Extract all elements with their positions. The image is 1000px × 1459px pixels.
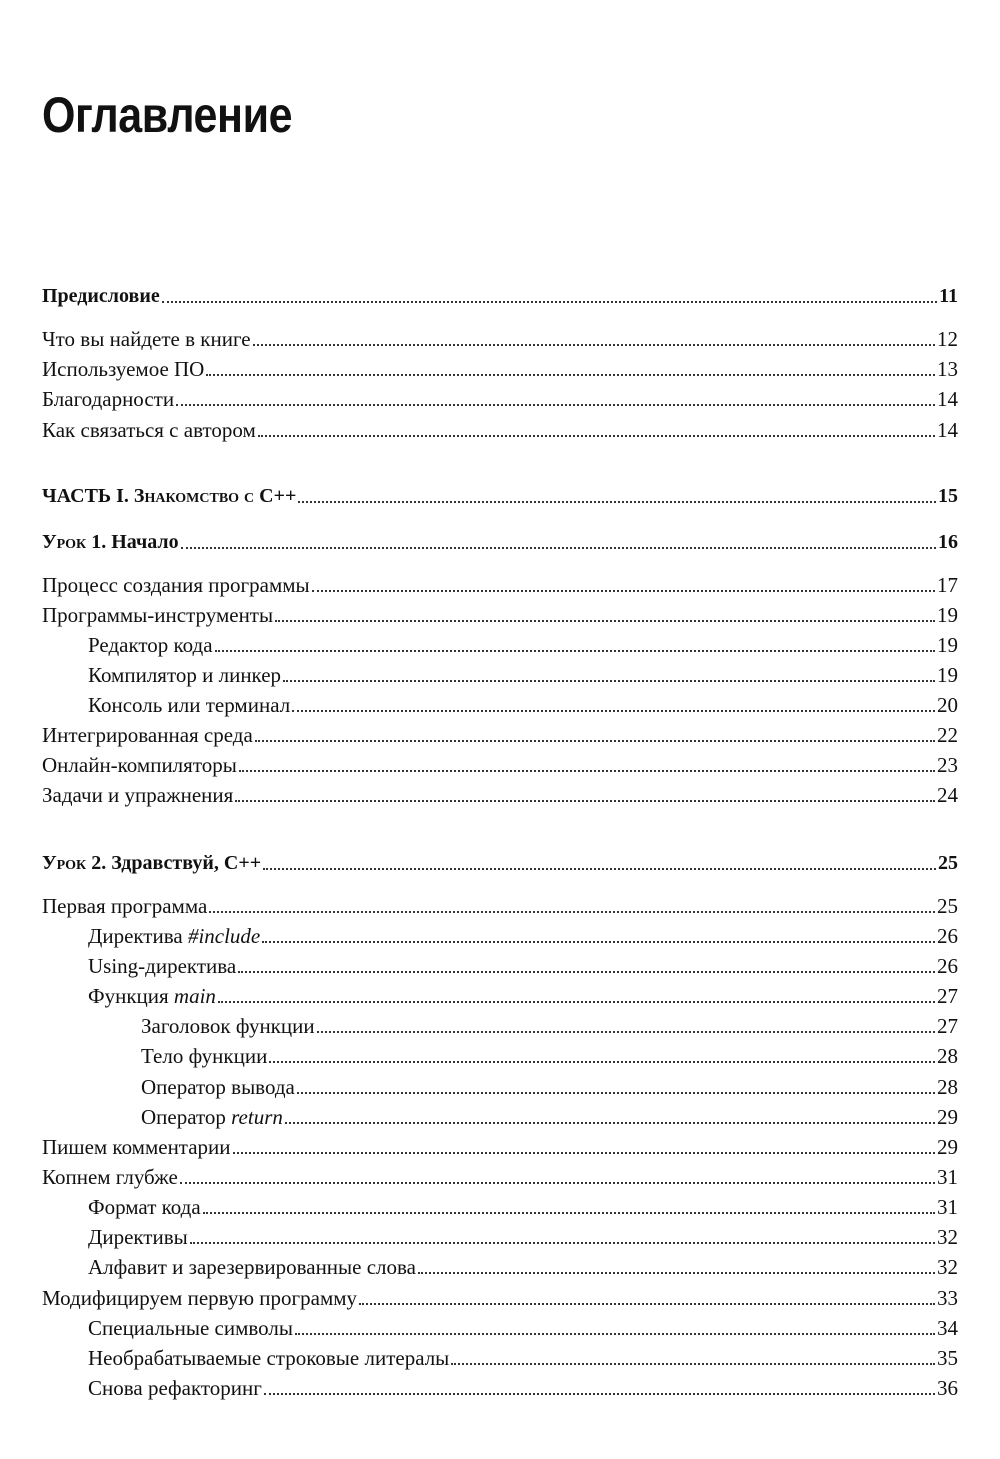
toc-entry-title: Задачи и упражнения (42, 783, 234, 807)
toc-entry-title: Формат кода (88, 1195, 201, 1219)
page-title: Оглавление (42, 87, 293, 143)
toc-page-number: 26 (937, 924, 958, 948)
toc-leader-dots (263, 868, 936, 870)
toc-leader-dots (292, 710, 935, 712)
toc-leader-dots (298, 501, 936, 503)
toc-subentry[interactable] (42, 632, 958, 658)
toc-page-number: 25 (938, 852, 958, 874)
toc-page-number: 19 (937, 603, 958, 627)
toc-leader-dots (297, 1092, 935, 1094)
toc-leader-dots (269, 1061, 935, 1063)
toc-entry-title (88, 923, 260, 949)
toc-entry-title: Предисловие (42, 285, 160, 307)
toc-leader-dots (235, 800, 935, 802)
lesson-label: Урок (42, 852, 87, 874)
toc-leader-dots (176, 404, 935, 406)
toc-entry-title (42, 850, 261, 876)
toc-leader-dots (264, 1393, 935, 1395)
toc-entry[interactable] (42, 326, 958, 352)
toc-page-number: 35 (937, 1346, 958, 1370)
toc-entry-prefix: Функция (88, 984, 174, 1008)
toc-page-number: 19 (937, 663, 958, 687)
part-name: Знакомство с C++ (133, 485, 297, 507)
toc-leader-dots (418, 1272, 935, 1274)
toc-entry-prefix: Директива (88, 924, 188, 948)
toc-page-number: 15 (938, 485, 958, 507)
toc-leader-dots (203, 1212, 935, 1214)
toc-leader-dots (451, 1363, 935, 1365)
toc-entry-title: Оператор вывода (141, 1075, 295, 1099)
toc-entry-prefix: Оператор (141, 1105, 232, 1129)
toc-subentry[interactable] (42, 1345, 958, 1371)
toc-entry-lesson-2[interactable] (42, 850, 958, 876)
toc-entry-title: Using-директива (88, 954, 237, 978)
toc-entry-title: Специальные символы (88, 1316, 293, 1340)
toc-leader-dots (258, 435, 935, 437)
toc-subentry[interactable] (42, 1254, 958, 1280)
toc-subentry[interactable] (42, 1194, 958, 1220)
toc-entry[interactable] (42, 722, 958, 748)
toc-subentry[interactable] (42, 983, 958, 1009)
toc-page-number: 29 (937, 1135, 958, 1159)
toc-leader-dots (255, 740, 935, 742)
toc-page-number: 14 (937, 387, 958, 411)
toc-leader-dots (233, 1152, 935, 1154)
toc-entry-title (42, 529, 179, 555)
toc-leader-dots (275, 620, 935, 622)
toc-entry-title (141, 1104, 283, 1130)
toc-entry-title: Копнем глубже (42, 1165, 178, 1189)
toc-page-number: 22 (937, 723, 958, 747)
toc-page-number: 31 (937, 1195, 958, 1219)
lesson-title: 1. Начало (91, 531, 179, 553)
toc-subentry[interactable] (42, 923, 958, 949)
toc-subentry[interactable] (42, 1315, 958, 1341)
toc-leader-dots (190, 1242, 935, 1244)
toc-entry-title: Программы-инструменты (42, 603, 274, 627)
toc-entry[interactable] (42, 1164, 958, 1190)
toc-subsubentry[interactable] (42, 1013, 958, 1039)
toc-page-number: 19 (937, 633, 958, 657)
toc-entry-title: Модифицируем первую программу (42, 1286, 358, 1310)
toc-leader-dots (253, 344, 935, 346)
toc-entry-title: Что вы найдете в книге (42, 327, 251, 351)
lesson-title: 2. Здравствуй, C++ (91, 852, 262, 874)
toc-leader-dots (283, 680, 935, 682)
toc-subsubentry[interactable] (42, 1074, 958, 1100)
lesson-label: Урок (42, 531, 87, 553)
toc-page-number: 24 (937, 783, 958, 807)
toc-entry-title: Пишем комментарии (42, 1135, 231, 1159)
toc-entry-title: Интегрированная среда (42, 723, 253, 747)
toc-page-number: 20 (937, 693, 958, 717)
toc-entry[interactable] (42, 602, 958, 628)
toc-entry-title: Благодарности (42, 387, 175, 411)
toc-entry[interactable] (42, 572, 958, 598)
toc-entry-title: Алфавит и зарезервированные слова (88, 1255, 416, 1279)
toc-page-number: 29 (937, 1105, 958, 1129)
code-term: main (173, 984, 216, 1008)
toc-page-number: 34 (937, 1316, 958, 1340)
toc-entry-preface[interactable] (42, 283, 958, 309)
toc-subsubentry[interactable] (42, 1043, 958, 1069)
toc-leader-dots (209, 911, 935, 913)
toc-leader-dots (206, 374, 935, 376)
toc-subsubentry[interactable] (42, 1104, 958, 1130)
toc-leader-dots (215, 650, 935, 652)
toc-page-number: 23 (937, 753, 958, 777)
toc-leader-dots (295, 1333, 935, 1335)
toc-entry-title (42, 483, 296, 509)
toc-entry[interactable] (42, 417, 958, 443)
toc-entry[interactable] (42, 386, 958, 412)
toc-entry[interactable] (42, 356, 958, 382)
toc-page-number: 32 (937, 1225, 958, 1249)
toc-page-number: 32 (937, 1255, 958, 1279)
toc-page-number: 28 (937, 1075, 958, 1099)
code-term: #include (187, 924, 261, 948)
toc-leader-dots (312, 590, 935, 592)
toc-page-number: 36 (937, 1376, 958, 1400)
toc-entry-title: Редактор кода (88, 633, 213, 657)
toc-leader-dots (317, 1031, 935, 1033)
toc-entry-title: Директивы (88, 1225, 188, 1249)
toc-entry-title: Заголовок функции (141, 1014, 315, 1038)
toc-entry-title (88, 983, 216, 1009)
toc-entry-title: Снова рефакторинг (88, 1376, 262, 1400)
toc-page-number: 27 (937, 1014, 958, 1038)
toc-entry[interactable] (42, 782, 958, 808)
toc-leader-dots (359, 1303, 935, 1305)
toc-entry-title: Тело функции (141, 1044, 268, 1068)
toc-entry-title: Онлайн-компиляторы (42, 753, 237, 777)
toc-entry-part-1[interactable] (42, 483, 958, 509)
toc-leader-dots (218, 1001, 935, 1003)
toc-entry-title: Консоль или терминал (88, 693, 291, 717)
toc-leader-dots (239, 770, 935, 772)
toc-entry-title: Как связаться с автором (42, 418, 256, 442)
toc-page-number: 13 (937, 357, 958, 381)
toc-page-number: 14 (937, 418, 958, 442)
toc-entry[interactable] (42, 893, 958, 919)
toc-entry[interactable] (42, 1134, 958, 1160)
toc-page-number: 27 (937, 984, 958, 1008)
toc-entry[interactable] (42, 1285, 958, 1311)
code-term: return (231, 1105, 283, 1129)
toc-page-number: 31 (937, 1165, 958, 1189)
toc-entry[interactable] (42, 752, 958, 778)
toc-leader-dots (238, 971, 935, 973)
toc-page-number: 16 (938, 531, 958, 553)
toc-page-number: 17 (937, 573, 958, 597)
toc-page-number: 26 (937, 954, 958, 978)
toc-page-number: 25 (937, 894, 958, 918)
toc-leader-dots (162, 301, 937, 303)
toc-subentry[interactable] (42, 953, 958, 979)
toc-entry-lesson-1[interactable] (42, 529, 958, 555)
toc-entry-title: Используемое ПО (42, 357, 205, 381)
toc-page-number: 28 (937, 1044, 958, 1068)
toc-subentry[interactable] (42, 1224, 958, 1250)
toc-entry-title: Процесс создания программы (42, 573, 310, 597)
toc-entry-title: Первая программа (42, 894, 208, 918)
toc-entry-title: Необрабатываемые строковые литералы (88, 1346, 450, 1370)
toc-subentry[interactable] (42, 692, 958, 718)
toc-leader-dots (262, 941, 935, 943)
toc-subentry[interactable] (42, 1375, 958, 1401)
toc-page-number: 11 (939, 285, 958, 307)
toc-subentry[interactable] (42, 662, 958, 688)
toc-leader-dots (285, 1122, 935, 1124)
part-label: ЧАСТЬ I. (42, 485, 129, 507)
toc-leader-dots (180, 1182, 935, 1184)
toc-leader-dots (181, 547, 936, 549)
toc-entry-title: Компилятор и линкер (88, 663, 282, 687)
toc-page-number: 12 (937, 327, 958, 351)
toc-page-number: 33 (937, 1286, 958, 1310)
